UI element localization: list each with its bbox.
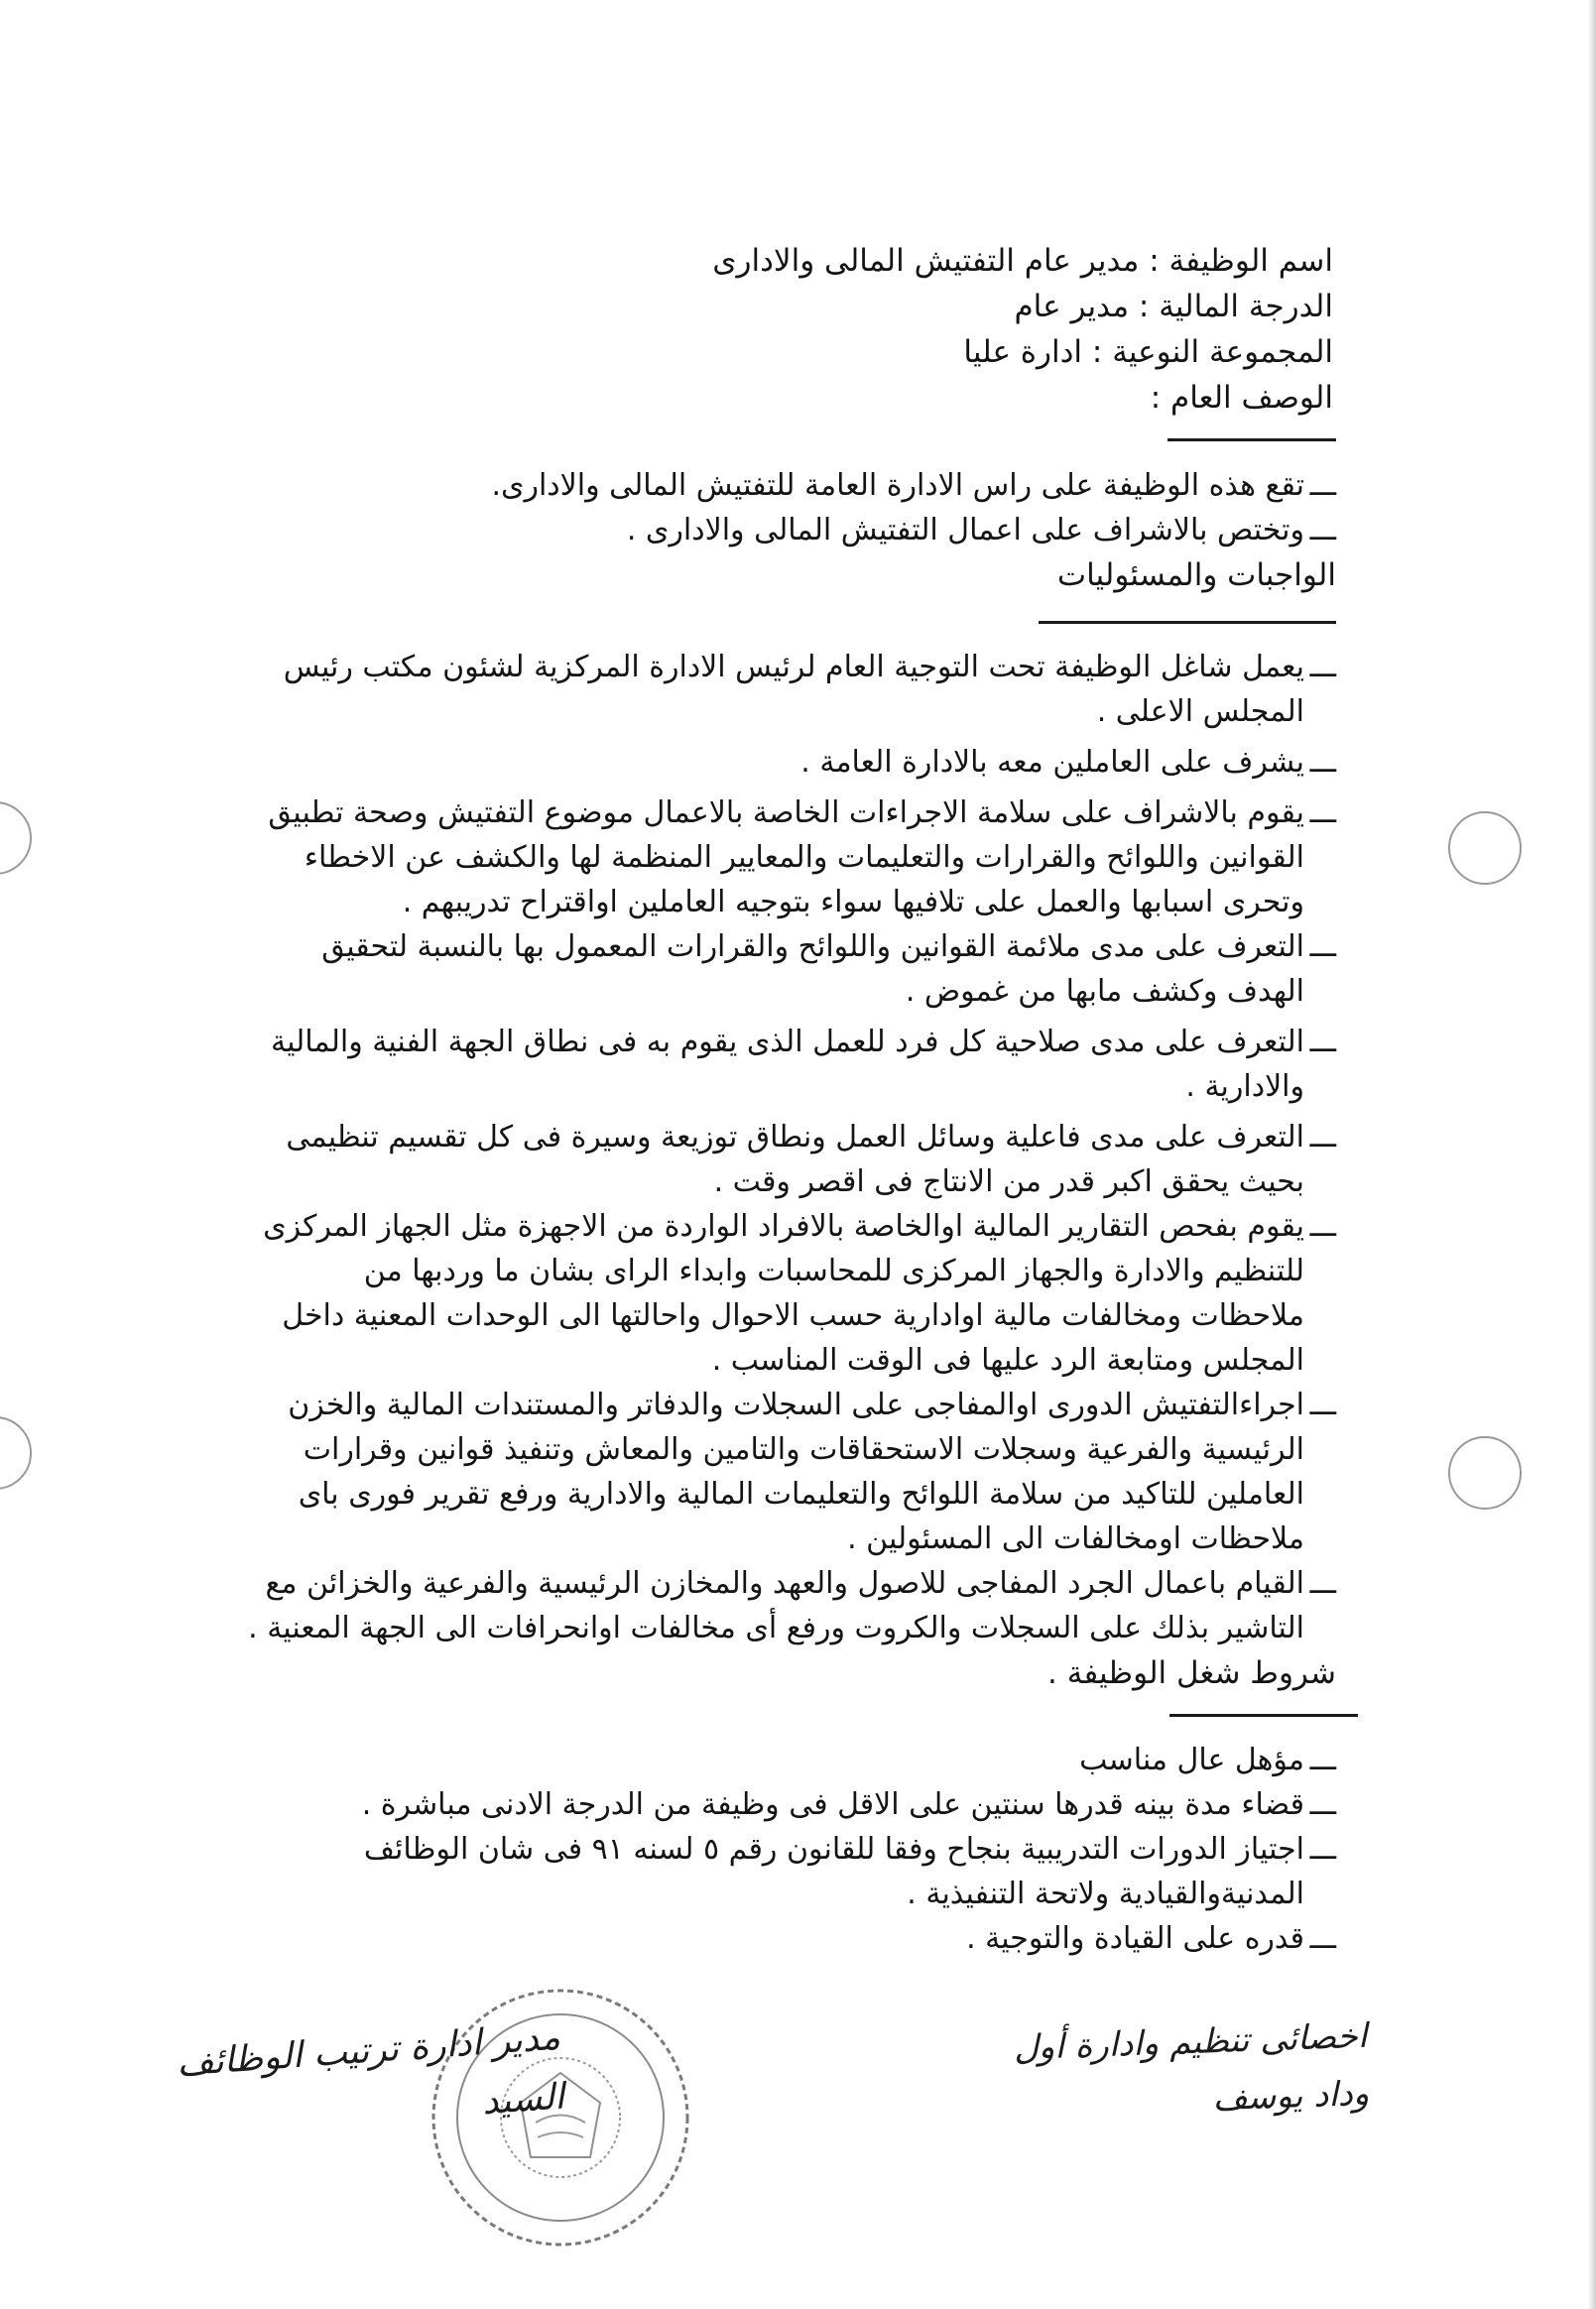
duties-heading: الواجبات والمسئوليات <box>1056 557 1336 593</box>
punch-hole <box>0 1416 32 1490</box>
requirements-list <box>245 1738 1336 1961</box>
list-item: ـــ يقوم بالاشراف على سلامة الاجراءات الخاصة بالاعمال موضوع التفتيش وصحة تطبيق القوانين واللوائح والقرارات والتعليمات والمعايير المنظمة لها والكشف عن الاخطاء وتحرى اسبابها والعمل على تلافيها سواء بتوجيه العاملين اواقتراح تدريبهم . <box>268 795 1336 919</box>
rule-under-requirements <box>1169 1714 1358 1717</box>
list-item: ـــ التعرف على مدى فاعلية وسائل العمل ونطاق توزيعة وسيرة فى كل تقسيم تنظيمى بحيث يحقق اكبر قدر من الانتاج فى اقصر وقت . <box>286 1120 1336 1199</box>
group: المجموعة النوعية : ادارة عليا <box>963 334 1333 370</box>
rule-under-heading <box>1167 438 1336 441</box>
punch-hole <box>1448 811 1522 885</box>
scan-edge <box>1588 0 1596 2309</box>
rule-under-duties <box>1039 621 1336 624</box>
punch-hole <box>0 801 32 875</box>
job-title: اسم الوظيفة : مدير عام التفتيش المالى والادارى <box>712 243 1333 279</box>
signature-left-line1: مدير ادارة ترتيب الوظائف <box>175 2016 562 2085</box>
list-item: ـــ وتختص بالاشراف على اعمال التفتيش المالى والادارى . <box>626 513 1336 547</box>
list-item: ـــ التعرف على مدى ملائمة القوانين واللوائح والقرارات المعمول بها بالنسبة لتحقيق الهدف وكشف مابها من غموض . <box>321 929 1336 1009</box>
list-item: ـــ تقع هذه الوظيفة على راس الادارة العامة للتفتيش المالى والادارى. <box>491 468 1336 503</box>
punch-hole <box>1448 1436 1522 1510</box>
list-item: ـــ يقوم بفحص التقارير المالية اوالخاصة بالافراد الواردة من الاجهزة مثل الجهاز المركزى للتنظيم والادارة والجهاز المركزى للمحاسبات وابداء الراى بشان ما وردبها من ملاحظات ومخالفات مالية اوادارية حسب الاحوال واحالتها الى الوحدات المعنية داخل المجلس ومتابعة الرد عليها فى الوقت المناسب . <box>263 1209 1336 1378</box>
list-item: ـــ قضاء مدة بينه قدرها سنتين على الاقل فى وظيفة من الدرجة الادنى مباشرة . <box>361 1787 1336 1822</box>
signature-right <box>1013 2007 1370 2134</box>
general-description-heading: الوصف العام : <box>1150 380 1333 416</box>
grade: الدرجة المالية : مدير عام <box>1014 289 1333 324</box>
signature-left-line2: السيد <box>480 2076 566 2124</box>
list-item: ـــ مؤهل عال مناسب <box>1079 1743 1336 1777</box>
list-item: ـــ يعمل شاغل الوظيفة تحت التوجية العام لرئيس الادارة المركزية لشئون مكتب رئيس المجلس الاعلى . <box>283 650 1336 729</box>
list-item: ـــ التعرف على مدى صلاحية كل فرد للعمل الذى يقوم به فى نطاق الجهة الفنية والمالية والادارية . <box>271 1025 1336 1104</box>
list-item: ـــ يشرف على العاملين معه بالادارة العامة . <box>800 745 1336 780</box>
requirements-heading: شروط شغل الوظيفة . <box>1047 1655 1336 1691</box>
list-item: ـــ قدره على القيادة والتوجية . <box>966 1921 1336 1956</box>
list-item: ـــ القيام باعمال الجرد المفاجى للاصول والعهد والمخازن الرئيسية والفرعية والخزائن مع التاشير بذلك على السجلات والكروت ورفع أى مخالفات اوانحرافات الى الجهة المعنية . <box>248 1566 1336 1645</box>
header-block <box>540 238 1333 421</box>
signature-right-line2: وداد يوسف <box>1211 2073 1370 2120</box>
list-item: ـــ اجراءالتفتيش الدورى اوالمفاجى على السجلات والدفاتر والمستندات المالية والخزن الرئيسية والفرعية وسجلات الاستحقاقات والتامين والمعاش وتنفيذ قوانين وقرارات العاملين للتاكيد من سلامة اللوائح والتعليمات المالية والادارية ورفع تقرير فورى باى ملاحظات اومخالفات الى المسئولين . <box>288 1388 1336 1556</box>
list-item: ـــ اجتياز الدورات التدريبية بنجاح وفقا للقانون رقم ٥ لسنه ٩١ فى شان الوظائف المدنيةوالقيادية ولاتحة التنفيذية . <box>363 1832 1336 1911</box>
general-description <box>245 463 1336 598</box>
signature-right-line1: اخصائى تنظيم وادارة أول <box>1013 2015 1368 2069</box>
duties-list <box>245 645 1336 1696</box>
